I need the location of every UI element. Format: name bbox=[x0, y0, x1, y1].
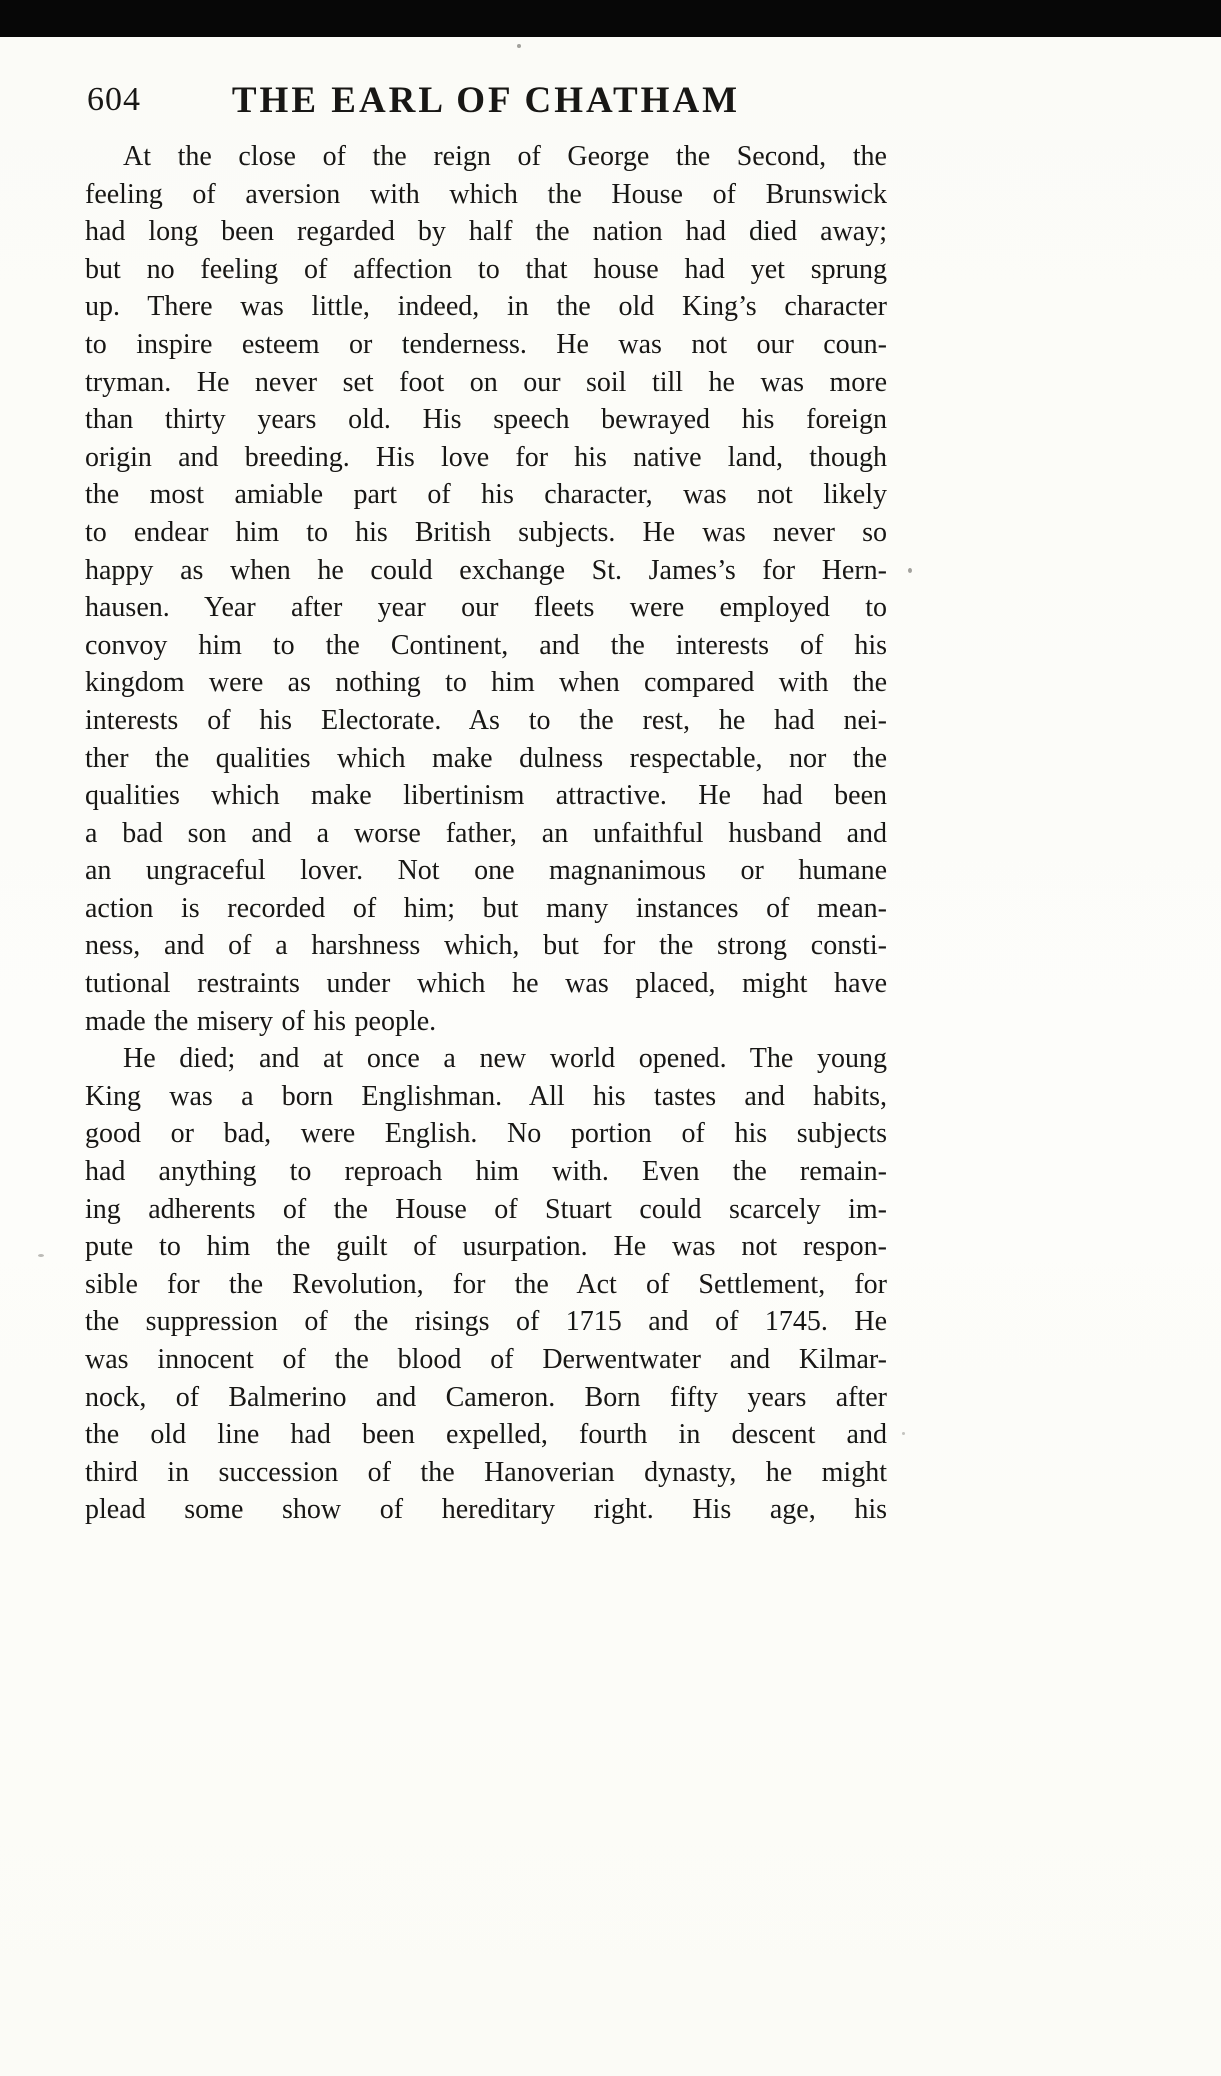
text-line: tutional restraints under which he was placed, might have bbox=[85, 968, 887, 1000]
text-line: but no feeling of affection to that house had yet sprung bbox=[85, 253, 887, 285]
text-line: ing adherents of the House of Stuart could scarcely im- bbox=[85, 1193, 887, 1225]
text-line: He died; and at once a new world opened. The young bbox=[123, 1043, 887, 1075]
paragraph bbox=[85, 138, 887, 1040]
scan-speck bbox=[517, 44, 521, 48]
scan-speck bbox=[902, 1432, 905, 1435]
scan-speck bbox=[38, 1254, 44, 1257]
text-line: than thirty years old. His speech bewrayed his foreign bbox=[85, 404, 887, 436]
text-line: convoy him to the Continent, and the interests of his bbox=[85, 629, 887, 661]
text-line: action is recorded of him; but many instances of mean- bbox=[85, 892, 887, 924]
text-line: up. There was little, indeed, in the old King’s character bbox=[85, 291, 887, 323]
text-line: sible for the Revolution, for the Act of Settlement, for bbox=[85, 1268, 887, 1300]
text-line: kingdom were as nothing to him when compared with the bbox=[85, 667, 887, 699]
text-line: to inspire esteem or tenderness. He was not our coun- bbox=[85, 328, 887, 360]
text-line: At the close of the reign of George the Second, the bbox=[123, 141, 887, 172]
text-line: made the misery of his people. bbox=[85, 1005, 437, 1037]
text-line: a bad son and a worse father, an unfaithful husband and bbox=[85, 817, 887, 849]
text-line: nock, of Balmerino and Cameron. Born fifty years after bbox=[85, 1381, 887, 1413]
text-line: to endear him to his British subjects. He was never so bbox=[85, 516, 887, 548]
text-line: pute to him the guilt of usurpation. He was not respon- bbox=[85, 1231, 887, 1263]
text-line: had long been regarded by half the nation had died away; bbox=[85, 216, 887, 248]
page-content bbox=[85, 74, 887, 1529]
paragraph bbox=[85, 1040, 887, 1529]
text-line: third in succession of the Hanoverian dynasty, he might bbox=[85, 1456, 887, 1488]
text-line: ther the qualities which make dulness respectable, nor the bbox=[85, 742, 887, 774]
text-line: hausen. Year after year our fleets were employed to bbox=[85, 592, 887, 624]
text-line: the most amiable part of his character, was not likely bbox=[85, 479, 887, 511]
page-number: 604 bbox=[87, 81, 141, 118]
page-title: THE EARL OF CHATHAM bbox=[231, 80, 741, 121]
text-line: happy as when he could exchange St. James’s for Hern- bbox=[85, 554, 887, 586]
text-line: plead some show of hereditary right. His age, his bbox=[85, 1494, 887, 1526]
scan-speck bbox=[908, 568, 912, 573]
text-line: King was a born Englishman. All his tastes and habits, bbox=[85, 1080, 887, 1112]
text-line: the suppression of the risings of 1715 and of 1745. He bbox=[85, 1306, 887, 1338]
text-line: an ungraceful lover. Not one magnanimous or humane bbox=[85, 855, 887, 887]
scan-top-border bbox=[0, 0, 1221, 37]
text-line: the old line had been expelled, fourth in descent and bbox=[85, 1419, 887, 1451]
text-line: feeling of aversion with which the House of Brunswick bbox=[85, 178, 887, 210]
text-line: qualities which make libertinism attractive. He had been bbox=[85, 780, 887, 812]
text-line: ness, and of a harshness which, but for the strong consti- bbox=[85, 930, 887, 962]
text-line: interests of his Electorate. As to the rest, he had nei- bbox=[85, 704, 887, 736]
text-line: had anything to reproach him with. Even the remain- bbox=[85, 1156, 887, 1188]
page-header bbox=[85, 74, 887, 128]
text-line: good or bad, were English. No portion of his subjects bbox=[85, 1118, 887, 1150]
text-line: tryman. He never set foot on our soil till he was more bbox=[85, 366, 887, 398]
text-line: origin and breeding. His love for his native land, though bbox=[85, 441, 887, 473]
text-line: was innocent of the blood of Derwentwater and Kilmar- bbox=[85, 1344, 887, 1375]
